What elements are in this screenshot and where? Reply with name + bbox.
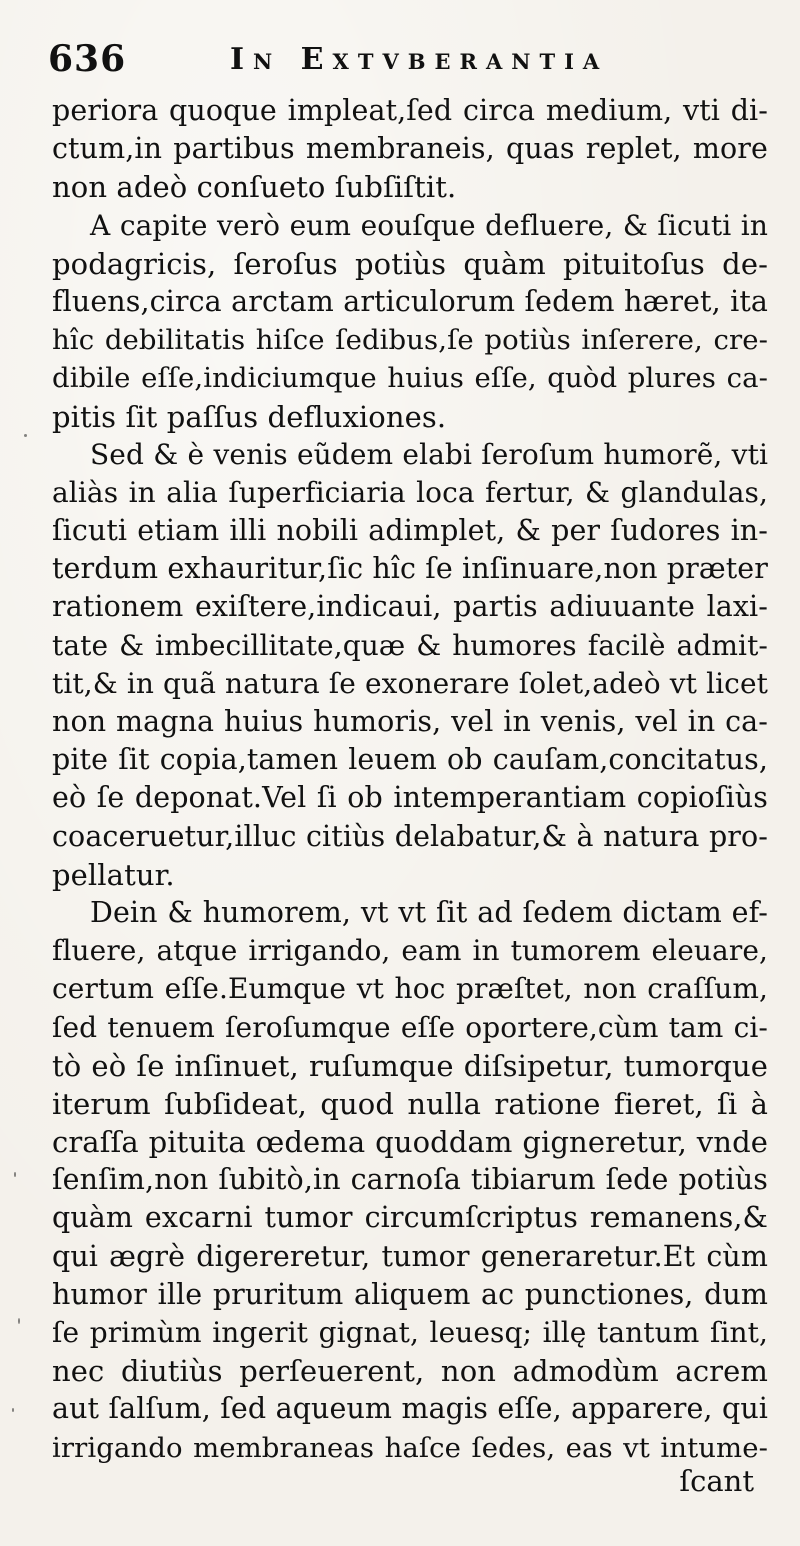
text-line: ſe primùm ingerit gignat, leuesq; illę tantum ſint,	[52, 1316, 768, 1349]
text-line: pitis ſit paſſus defluxiones.	[52, 399, 447, 434]
text-line: hîc debilitatis hiſce ſedibus,ſe potiùs inſerere, cre-	[52, 324, 768, 357]
text-line: tit,& in quã natura ſe exonerare ſolet,adeò vt licet	[52, 666, 768, 700]
text-line: non magna huius humoris, vel in venis, vel in ca-	[52, 705, 768, 738]
body-text	[52, 92, 768, 1467]
ink-speck	[24, 434, 27, 437]
text-line: irrigando membraneas haſce ſedes, eas vt intume-	[52, 1431, 768, 1464]
text-line: Dein & humorem, vt vt ſit ad ſedem dictam ef-	[90, 895, 768, 929]
running-title: In Extvberantia	[230, 42, 609, 77]
text-line: terdum exhauritur,ſic hîc ſe inſinuare,non præter	[52, 552, 768, 586]
text-line: periora quoque impleat,ſed circa medium, vti di-	[52, 94, 768, 127]
text-line: humor ille pruritum aliquem ac punctiones, dum	[52, 1277, 768, 1311]
text-line: tate & imbecillitate,quæ & humores facilè admit-	[52, 628, 768, 662]
catchword: ſcant	[679, 1464, 754, 1498]
text-line: ſed tenuem ſeroſumque eſſe oportere,cùm tam ci-	[52, 1010, 768, 1044]
text-line: A capite verò eum eouſque defluere, & ſicuti in	[90, 208, 768, 242]
ink-speck	[12, 1408, 14, 1412]
text-line: quàm excarni tumor circumſcriptus remanens,&	[52, 1201, 768, 1235]
text-line: qui ægrè digereretur, tumor generaretur.Et cùm	[52, 1239, 768, 1273]
ink-speck	[14, 1172, 16, 1177]
text-line: eò ſe deponat.Vel ſi ob intemperantiam copioſiùs	[52, 781, 768, 815]
ink-speck	[18, 1318, 20, 1324]
text-line: ctum,in partibus membraneis, quas replet, more	[52, 132, 768, 166]
text-line: Sed & è venis eũdem elabi ſeroſum humorẽ, vti	[90, 437, 768, 471]
text-line: iterum ſubſideat, quod nulla ratione fieret, ſi à	[52, 1086, 768, 1121]
text-line: rationem exiſtere,indicaui, partis adiuuante laxi-	[52, 590, 768, 624]
page-number: 636	[48, 38, 127, 80]
text-line: ſicuti etiam illi nobili adimplet, & per ſudores in-	[52, 514, 768, 548]
text-line: nec diutiùs perſeuerent, non admodùm acrem	[52, 1354, 768, 1389]
text-line: non adeò conſueto ſubſiſtit.	[52, 170, 457, 205]
text-line: aut ſalſum, ſed aqueum magis eſſe, apparere, qui	[52, 1392, 768, 1426]
text-line: aliàs in alia ſuperficiaria loca fertur, & glandulas,	[52, 475, 768, 509]
text-line: craſſa pituita œdema quoddam gigneretur, vnde	[52, 1125, 768, 1160]
text-line: fluens,circa arctam articulorum ſedem hæret, ita	[52, 284, 768, 318]
text-line: coaceruetur,illuc citiùs delabatur,& à natura pro-	[52, 819, 768, 853]
text-line: ſenſim,non ſubitò,in carnoſa tibiarum ſede potiùs	[52, 1163, 768, 1197]
text-line: fluere, atque irrigando, eam in tumorem eleuare,	[52, 934, 768, 968]
running-head	[40, 38, 760, 86]
text-line: podagricis, ſeroſus potiùs quàm pituitoſus de-	[52, 246, 768, 281]
text-line: dibile eſſe,indiciumque huius eſſe, quòd plures ca-	[52, 362, 768, 395]
text-line: pellatur.	[52, 857, 175, 892]
text-line: tò eò ſe inſinuet, ruſumque diſsipetur, tumorque	[52, 1048, 768, 1083]
text-line: pite ſit copia,tamen leuem ob cauſam,concitatus,	[52, 743, 768, 777]
text-line: certum eſſe.Eumque vt hoc præſtet, non craſſum,	[52, 972, 768, 1006]
